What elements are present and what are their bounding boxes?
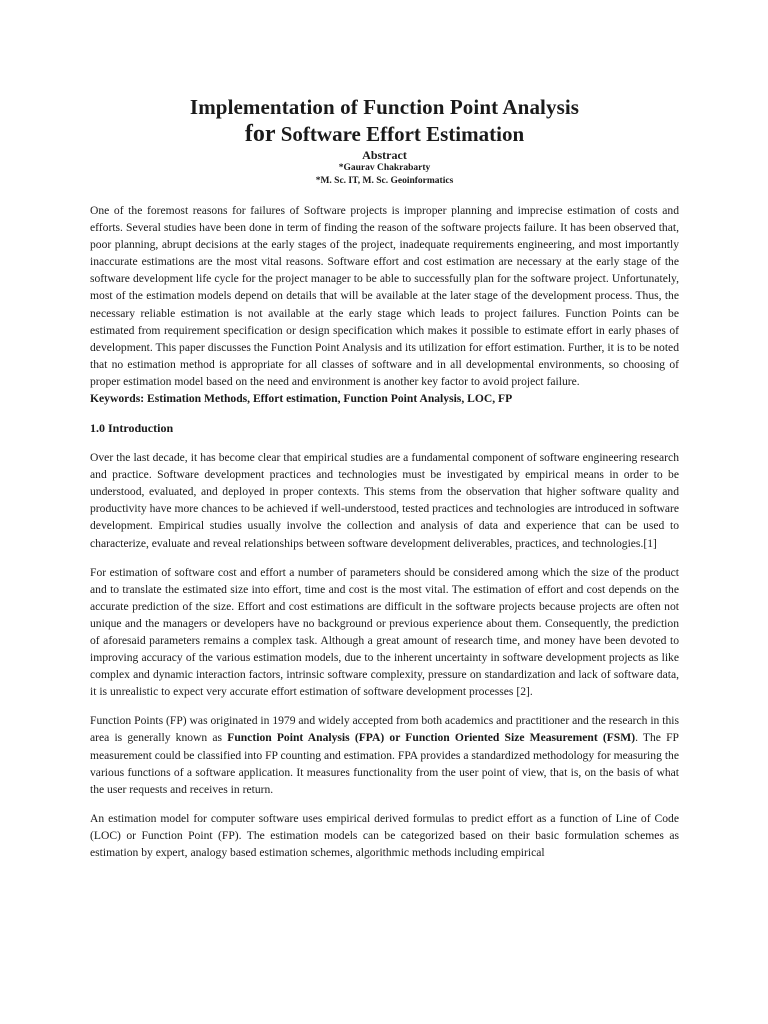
- abstract-text: One of the foremost reasons for failures of Software projects is improper planning and imprecise estimation of costs and efforts. Several studies have been done in term of finding the reason of the software projects failure. It has been observed that, poor planning, abrupt decisions at the early stages of the project, inadequate requirements engineering, and most importantly inaccurate estimations are the most vital reasons. Software effort and cost estimation are necessary at the early stage of the software development life cycle for the project manager to be able to successfully plan for the software project. Unfortunately, most of the estimation models depend on details that will be available at the later stage of the development process. Thus, the necessary reliable estimation is not available at the early stage which leads to project failures. Function Points can be estimated from requirement specification or design specification which makes it possible to estimate effort in early phases of development. This paper discusses the Function Point Analysis and its utilization for effort estimation. Further, it is to be noted that no estimation method is appropriate for all classes of software and in all developmental environments, so choosing of proper estimation model based on the need and environment is another key factor to avoid project failure.: [90, 204, 679, 388]
- keywords-line: Keywords: Estimation Methods, Effort estimation, Function Point Analysis, LOC, FP: [90, 392, 513, 406]
- paper-title-line2: [90, 121, 679, 148]
- title-line2-rest: Software Effort Estimation: [275, 122, 525, 146]
- intro-p3-text-a: Function Points (FP) was originated in 1979 and widely accepted from both academics and practitioner and the research in this area is generally known as: [90, 714, 679, 745]
- intro-paragraph-1: Over the last decade, it has become clear that empirical studies are a fundamental component of software engineering research and practice. Software development practices and technologies must be investigated by empirical means in order to be understood, evaluated, and deployed in proper contexts. This stems from the observation that higher software quality and productivity have more chances to be achieved if well-understood, tested practices and technologies are introduced in software development. Empirical studies usually involve the collection and analysis of data and experience that can be used to characterize, evaluate and reveal relationships between software development deliverables, practices, and technologies.[1]: [90, 451, 679, 550]
- intro-paragraph-3: [90, 712, 679, 797]
- intro-paragraph-2: For estimation of software cost and effort a number of parameters should be considered among which the size of the product and to translate the estimated size into effort, time and cost is the most vital. The estimation of effort and cost depends on the accurate prediction of the size. Effort and cost estimations are difficult in the software projects because projects are often not unique and the managers or developers have no background or previous experience about them. Consequently, the prediction of aforesaid parameters remains a complex task. Although a great amount of research time, and money have been devoted to improving accuracy of the various estimation models, due to the inherent uncertainty in software development projects as like complex and dynamic interaction factors, intrinsic software complexity, pressure on standardization and lack of software data, it is unrealistic to expect very accurate effort estimation of software development processes [2].: [90, 565, 679, 699]
- intro-p3-bold-term: Function Point Analysis (FPA) or Function Oriented Size Measurement (FSM): [227, 731, 636, 745]
- author-name: *Gaurav Chakrabarty: [338, 163, 431, 173]
- title-for-word: for: [244, 121, 276, 147]
- author-affiliation: *M. Sc. IT, M. Sc. Geoinformatics: [315, 176, 454, 186]
- intro-p3-text-b: . The FP measurement could be classified into FP counting and estimation. FPA provides a standardized methodology for measuring the various functions of a software application. It measures functionality from the user point of view, that is, on the basis of what the user requests and receives in return.: [90, 731, 680, 796]
- intro-paragraph-4: An estimation model for computer software uses empirical derived formulas to predict effort as a function of Line of Code (LOC) or Function Point (FP). The estimation models can be categorized based on their basic formulation schemes as estimation by expert, analogy based estimation schemes, algorithmic methods including empirical: [90, 811, 679, 859]
- abstract-heading: Abstract: [362, 148, 407, 162]
- section-heading-introduction: 1.0 Introduction: [90, 421, 174, 436]
- paper-title-line1: Implementation of Function Point Analysis: [189, 95, 580, 119]
